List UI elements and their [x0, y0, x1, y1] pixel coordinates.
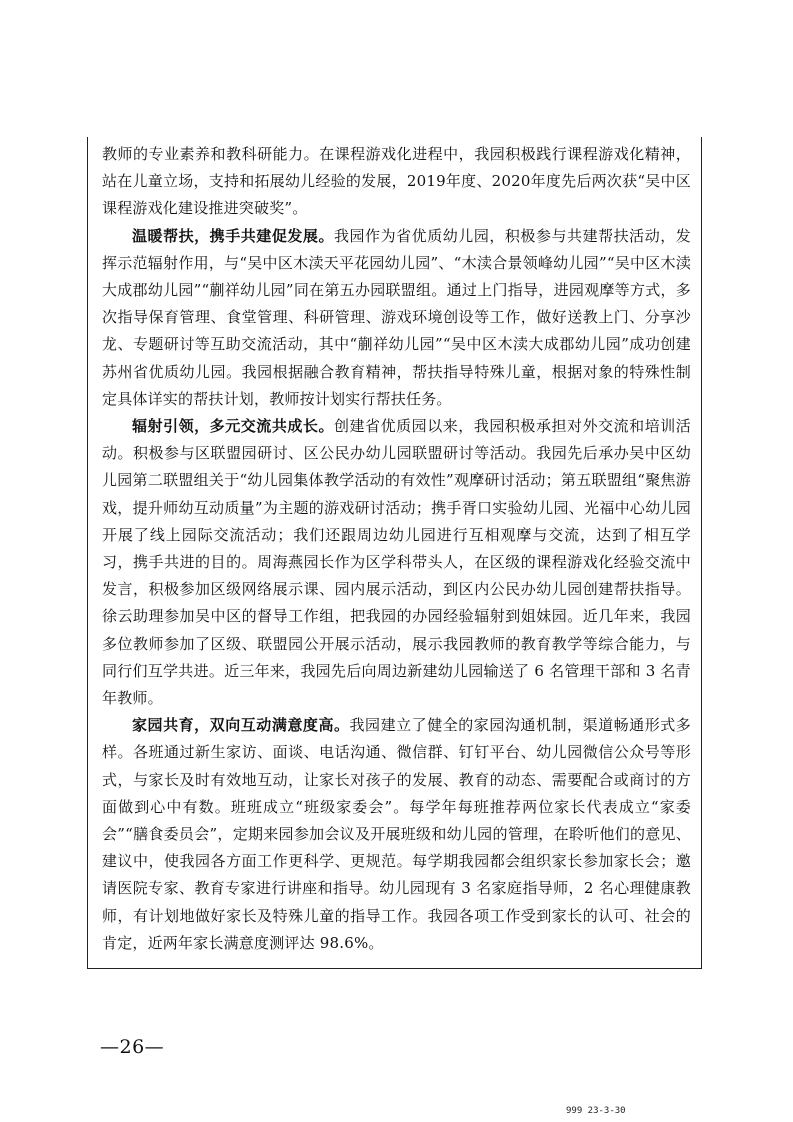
paragraph-text: 我园建立了健全的家园沟通机制，渠道畅通形式多样。各班通过新生家访、面谈、电话沟通、微信群、钉钉平台、幼儿园微信公众号等形式，与家长及时有效地互动，让家长对孩子的发展、教育的动态、需要配合或商讨的方面做到心中有数。班班成立“班级家委会”。每学年每班推荐两位家长代表成立“家委会”“膳食委员会”，定期来园参加会议及开展班级和幼儿园的管理，在聆听他们的意见、建议中，使我园各方面工作更科学、更规范。每学期我园都会组织家长参加家长会；邀请医院专家、教育专家进行讲座和指导。幼儿园现有 3 名家庭指导师，2 名心理健康教师，有计划地做好家长及特殊儿童的指导工作。我园各项工作受到家长的认可、社会的肯定，近两年家长满意度测评达 98.6%。: [102, 716, 691, 952]
paragraph-text: 我园作为省优质幼儿园，积极参与共建帮扶活动，发挥示范辐射作用，与“吴中区木渎天平花园幼儿园”、“木渎合景领峰幼儿园”“吴中区木渎大成郡幼儿园”“蒯祥幼儿园”同在第五办园联盟组。通过上门指导，进园观摩等方式，多次指导保育管理、食堂管理、科研管理、游戏环境创设等工作，做好送教上门、分享沙龙、专题研讨等互助交流活动，其中“蒯祥幼儿园”“吴中区木渎大成郡幼儿园”成功创建苏州省优质幼儿园。我园根据融合教育精神，帮扶指导特殊儿童，根据对象的特殊性制定具体详实的帮扶计划，教师按计划实行帮扶任务。: [102, 226, 691, 408]
paragraph-heading: 辐射引领，多元交流共成长。: [132, 417, 334, 436]
page-number: —26—: [100, 1036, 165, 1058]
paragraph-home-school: [102, 712, 691, 957]
paragraph-text: 创建省优质园以来，我园积极承担对外交流和培训活动。积极参与区联盟园研讨、区公民办幼儿园联盟研讨等活动。我园先后承办吴中区幼儿园第二联盟组关于“幼儿园集体教学活动的有效性”观摩研讨活动；第五联盟组“聚焦游戏，提升师幼互动质量”为主题的游戏研讨活动；携手胥口实验幼儿园、光福中心幼儿园开展了线上园际交流活动；我们还跟周边幼儿园进行互相观摩与交流，达到了相互学习，携手共进的目的。周海燕园长作为区学科带头人，在区级的课程游戏化经验交流中发言，积极参加区级网络展示课、园内展示活动，到区内公民办幼儿园创建帮扶指导。徐云助理参加吴中区的督导工作组，把我园的办园经验辐射到姐妹园。近几年来，我园多位教师参加了区级、联盟园公开展示活动，展示我园教师的教育教学等综合能力，与同行们互学共进。近三年来，我园先后向周边新建幼儿园输送了 6 名管理干部和 3 名青年教师。: [102, 417, 691, 708]
paragraph-outreach: [102, 413, 691, 712]
content-frame: [87, 137, 702, 969]
paragraph-heading: 温暖帮扶，携手共建促发展。: [132, 226, 334, 245]
paragraph-heading: 家园共育，双向互动满意度高。: [132, 716, 350, 735]
print-stamp: 999 23-3-30: [566, 1106, 626, 1116]
paragraph-research: [102, 141, 691, 223]
paragraph-text: 教师的专业素养和教科研能力。在课程游戏化进程中，我园积极践行课程游戏化精神，站在儿童立场，支持和拓展幼儿经验的发展，2019年度、2020年度先后两次获“吴中区课程游戏化建设推进突破奖”。: [102, 145, 691, 218]
paragraph-assistance: [102, 223, 691, 413]
